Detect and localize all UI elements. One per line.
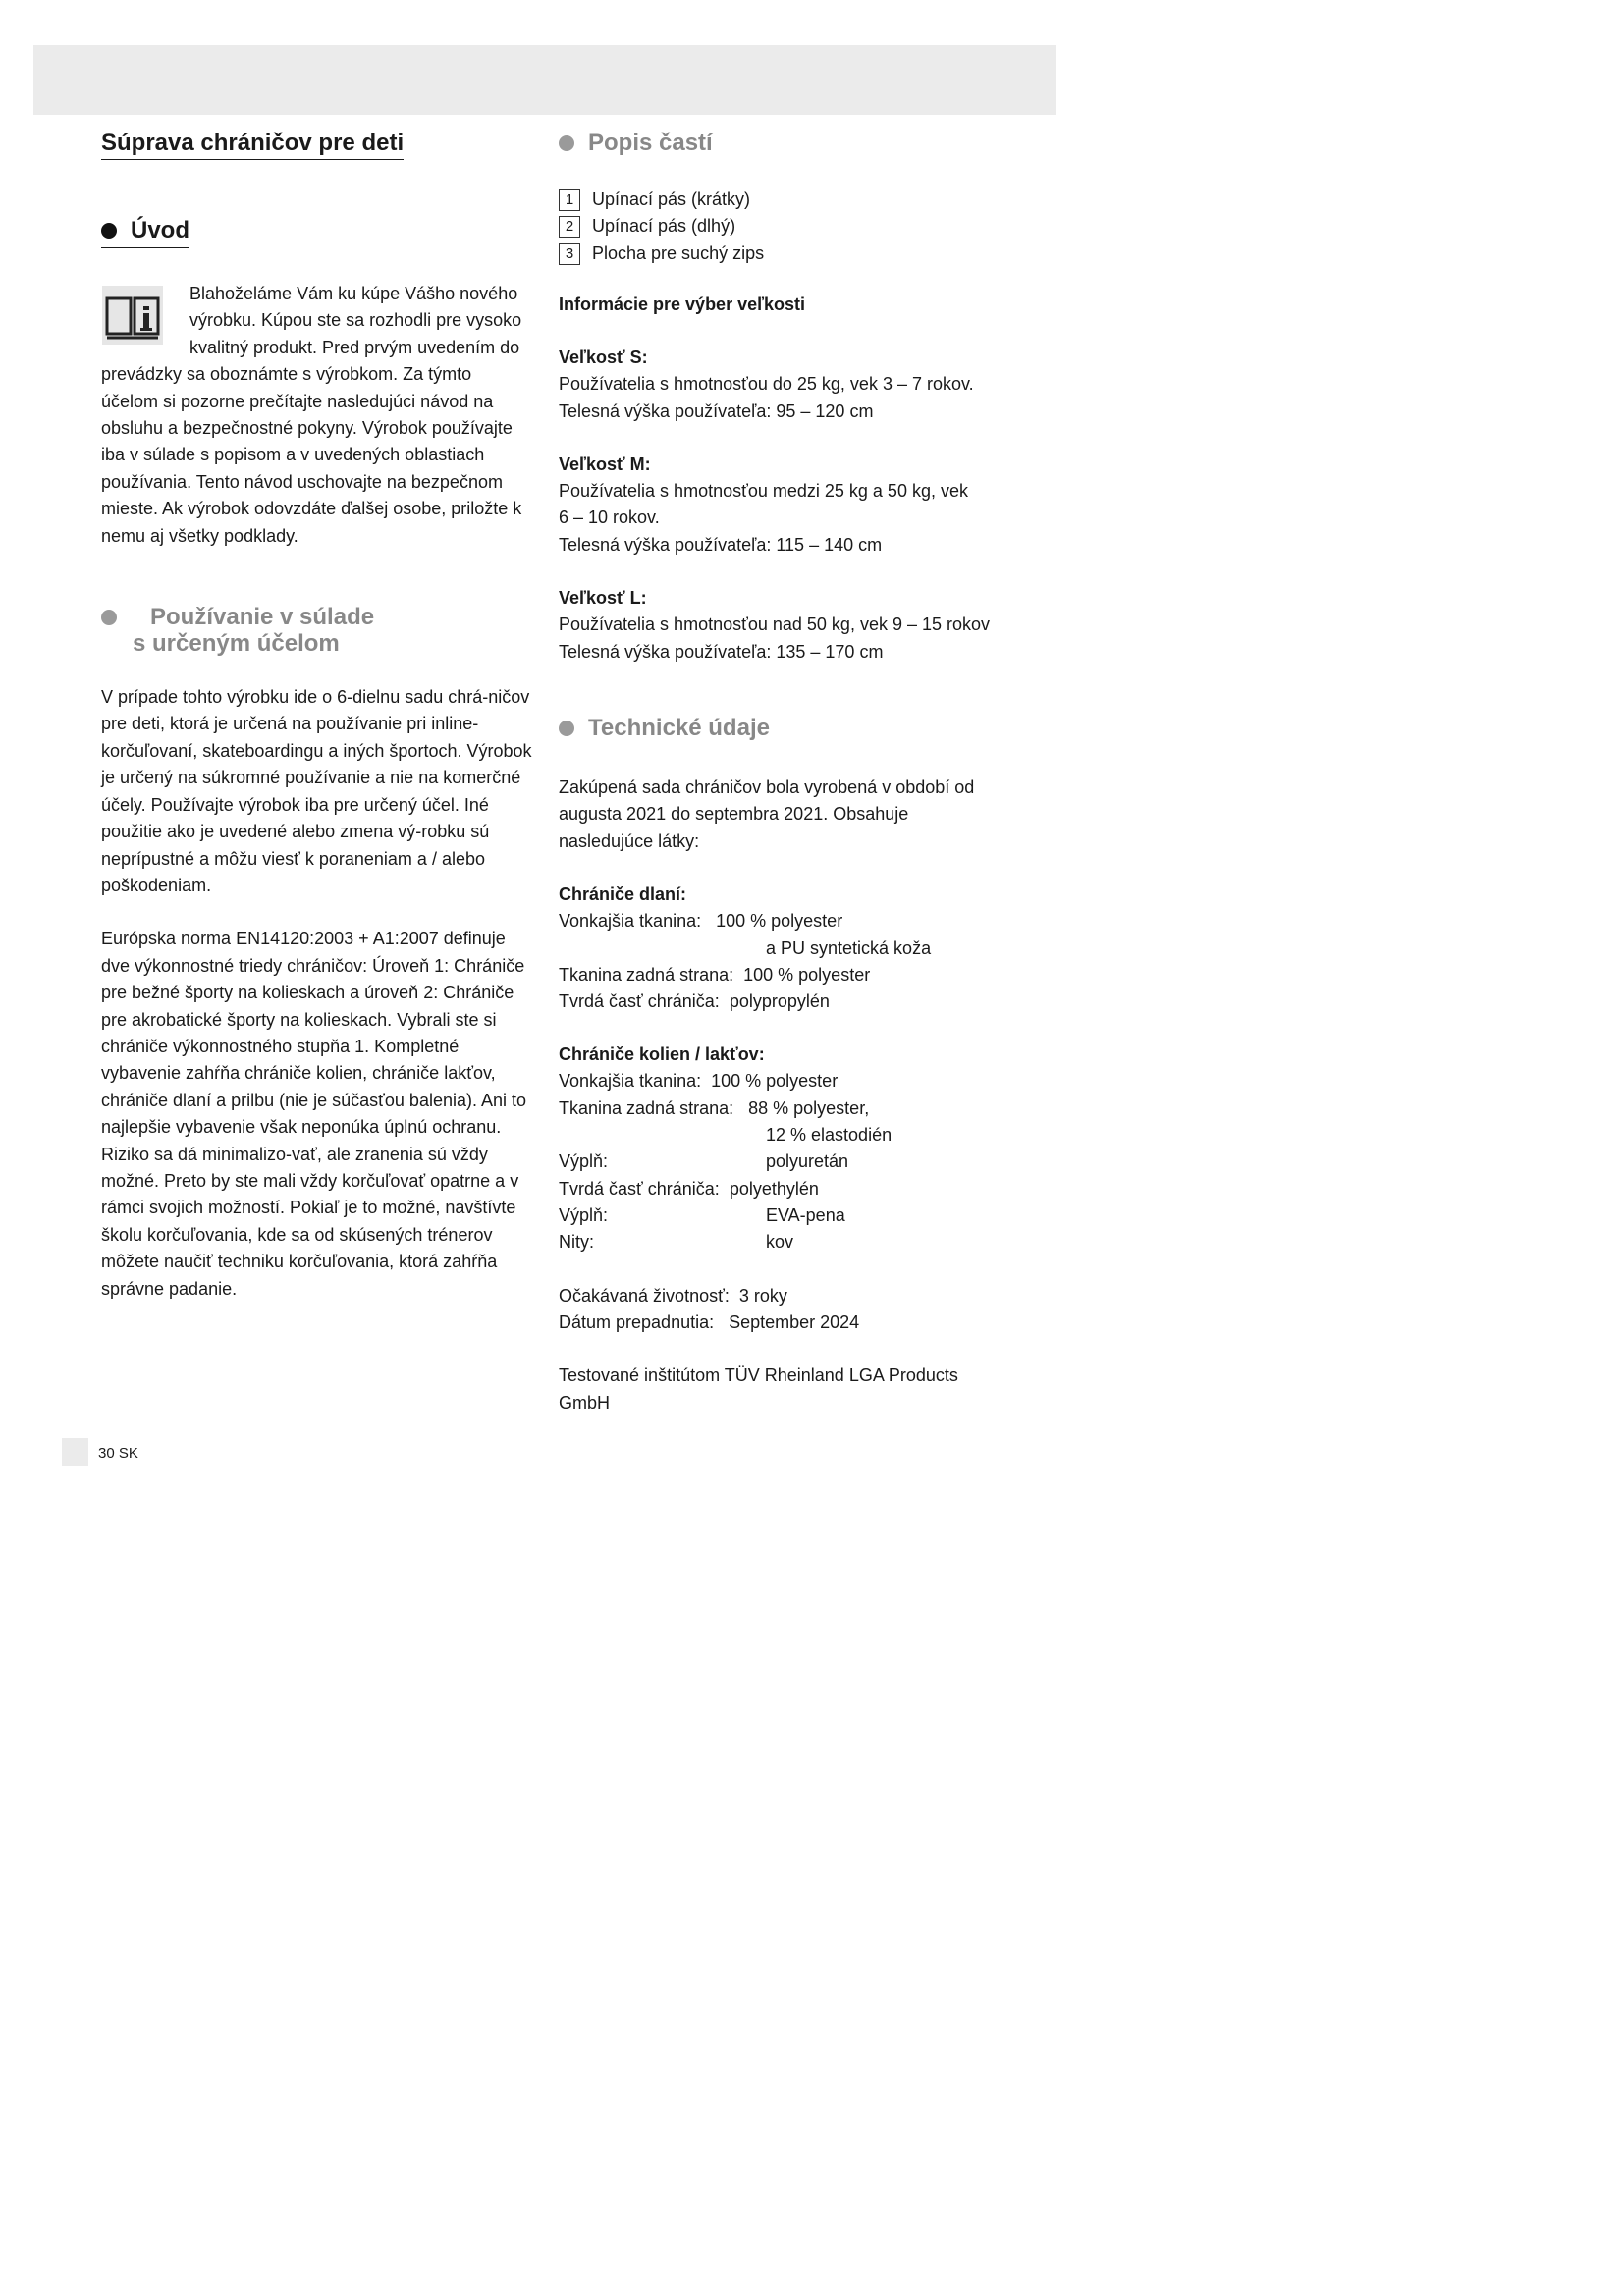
footer-box bbox=[62, 1438, 88, 1466]
palm-materials bbox=[559, 908, 996, 1015]
parts-heading: Popis častí bbox=[559, 130, 996, 157]
material-row: a PU syntetická koža bbox=[766, 937, 932, 958]
page-title: Súprava chráničov pre deti bbox=[101, 130, 404, 160]
list-item bbox=[559, 213, 996, 240]
size-info-heading: Informácie pre výber veľkosti bbox=[559, 294, 806, 315]
tested-text: Testované inštitútom TÜV Rheinland LGA Products GmbH bbox=[559, 1365, 958, 1413]
bullet-icon bbox=[559, 721, 574, 736]
size-m-text: Používatelia s hmotnosťou medzi 25 kg a 50 kg, vek 6 – 10 rokov. bbox=[559, 481, 968, 528]
knee-heading: Chrániče kolien / lakťov: bbox=[559, 1044, 765, 1065]
knee-materials bbox=[559, 1068, 996, 1255]
part-number: 2 bbox=[559, 216, 580, 238]
part-number: 3 bbox=[559, 243, 580, 265]
material-row: 12 % elastodién bbox=[766, 1125, 893, 1146]
size-s-heading: Veľkosť S: bbox=[559, 347, 648, 368]
material-row: Tvrdá časť chrániča: polyethylén bbox=[559, 1178, 819, 1199]
part-number: 1 bbox=[559, 189, 580, 211]
intended-use-text: V prípade tohto výrobku ide o 6-dielnu sadu chrá-ničov pre deti, ktorá je určená na používanie pri inline-korčuľovaní, skateboardingu a iných športoch. Výrobok je určený na súkromné používanie a nie na komerčné účely. Používajte výrobok iba pre určený účel. Iné použitie ako je uvedené alebo zmena vý-robku sú neprípustné a môžu viesť k poraneniam a / alebo poškodeniam. bbox=[101, 687, 532, 895]
list-item bbox=[559, 240, 996, 267]
right-column bbox=[559, 130, 996, 1416]
size-m-heading: Veľkosť M: bbox=[559, 454, 651, 475]
size-l-heading: Veľkosť L: bbox=[559, 588, 647, 609]
material-row: Vonkajšia tkanina: 100 % polyester bbox=[559, 1071, 839, 1092]
part-label: Upínací pás (dlhý) bbox=[592, 216, 736, 237]
info-book-icon bbox=[101, 285, 164, 346]
size-s-text: Používatelia s hmotnosťou do 25 kg, vek 3 – 7 rokov. bbox=[559, 374, 974, 395]
bullet-icon bbox=[101, 610, 117, 625]
bullet-icon bbox=[559, 135, 574, 151]
material-row: Tkanina zadná strana: 100 % polyester bbox=[559, 964, 871, 985]
norm-text: Európska norma EN14120:2003 + A1:2007 definuje dve výkonnostné triedy chráničov: Úroveň 1: Chrániče pre bežné športy na kolieskach a úroveň 2: Chrániče pre akrobatické športy na kolieskach. Vybrali ste si chrániče výkonnostného stupňa 1. Kompletné vybavenie zahŕňa chrániče kolien, chrániče lakťov, chrániče dlaní a prilbu (nie je súčasťou balenia). Ani to najlepšie vybavenie však neponúka úplnú ochranu. Riziko sa dá minimalizo-vať, ale zranenia sú vždy možné. Preto by ste mali vždy korčuľovať opatrne a v rámci svojich možností. Pokiaľ je to možné, navštívte školu korčuľovania, kde sa od skúsených trénerov môžete naučiť techniku korčuľovania, ktorá zahŕňa správne padanie. bbox=[101, 929, 527, 1299]
material-row: Vonkajšia tkanina: 100 % polyester bbox=[559, 911, 843, 932]
size-m-height: Telesná výška používateľa: 115 – 140 cm bbox=[559, 534, 883, 555]
part-label: Upínací pás (krátky) bbox=[592, 189, 751, 209]
material-row: Výplň: EVA-pena bbox=[559, 1204, 845, 1225]
intro-heading: Úvod bbox=[101, 217, 189, 248]
size-s-height: Telesná výška používateľa: 95 – 120 cm bbox=[559, 400, 874, 421]
material-row: Tkanina zadná strana: 88 % polyester, bbox=[559, 1097, 870, 1118]
part-label: Plocha pre suchý zips bbox=[592, 242, 765, 263]
material-row: Výplň: polyuretán bbox=[559, 1151, 849, 1172]
material-row: Nity: kov bbox=[559, 1232, 794, 1253]
intro-text: Blahoželáme Vám ku kúpe Vášho nového výrobku. Kúpou ste sa rozhodli pre vysoko kvalitný produkt. Pred prvým uvedením do prevádzky sa oboznámte s výrobkom. Za týmto účelom si pozorne prečítajte nasledujúci návod na obsluhu a bezpečnostné pokyny. Výrobok používajte iba v súlade s popisom a v uvedených oblastiach používania. Tento návod uschovajte na bezpečnom mieste. Ak výrobok odovzdáte ďalšej osobe, priložte k nemu aj všetky podklady. bbox=[101, 284, 522, 546]
tech-text: Zakúpená sada chráničov bola vyrobená v období od augusta 2021 do septembra 2021. Obsahuje nasledujúce látky: bbox=[559, 777, 975, 851]
lifetime-text: Očakávaná životnosť: 3 roky bbox=[559, 1285, 787, 1306]
page-number: 30 SK bbox=[98, 1445, 138, 1462]
palm-heading: Chrániče dlaní: bbox=[559, 884, 687, 905]
list-item bbox=[559, 187, 996, 213]
material-row: Tvrdá časť chrániča: polypropylén bbox=[559, 991, 830, 1012]
intro-section bbox=[101, 281, 533, 550]
intended-use-heading: Používanie v súlade s určeným účelom bbox=[101, 604, 533, 657]
size-l-height: Telesná výška používateľa: 135 – 170 cm bbox=[559, 641, 884, 662]
expiry-text: Dátum prepadnutia: September 2024 bbox=[559, 1311, 860, 1332]
left-column bbox=[101, 130, 533, 1303]
size-l-text: Používatelia s hmotnosťou nad 50 kg, vek 9 – 15 rokov bbox=[559, 614, 991, 635]
bullet-icon bbox=[101, 223, 117, 239]
tech-heading: Technické údaje bbox=[559, 715, 996, 742]
parts-list bbox=[559, 187, 996, 267]
header-band bbox=[33, 45, 1056, 115]
